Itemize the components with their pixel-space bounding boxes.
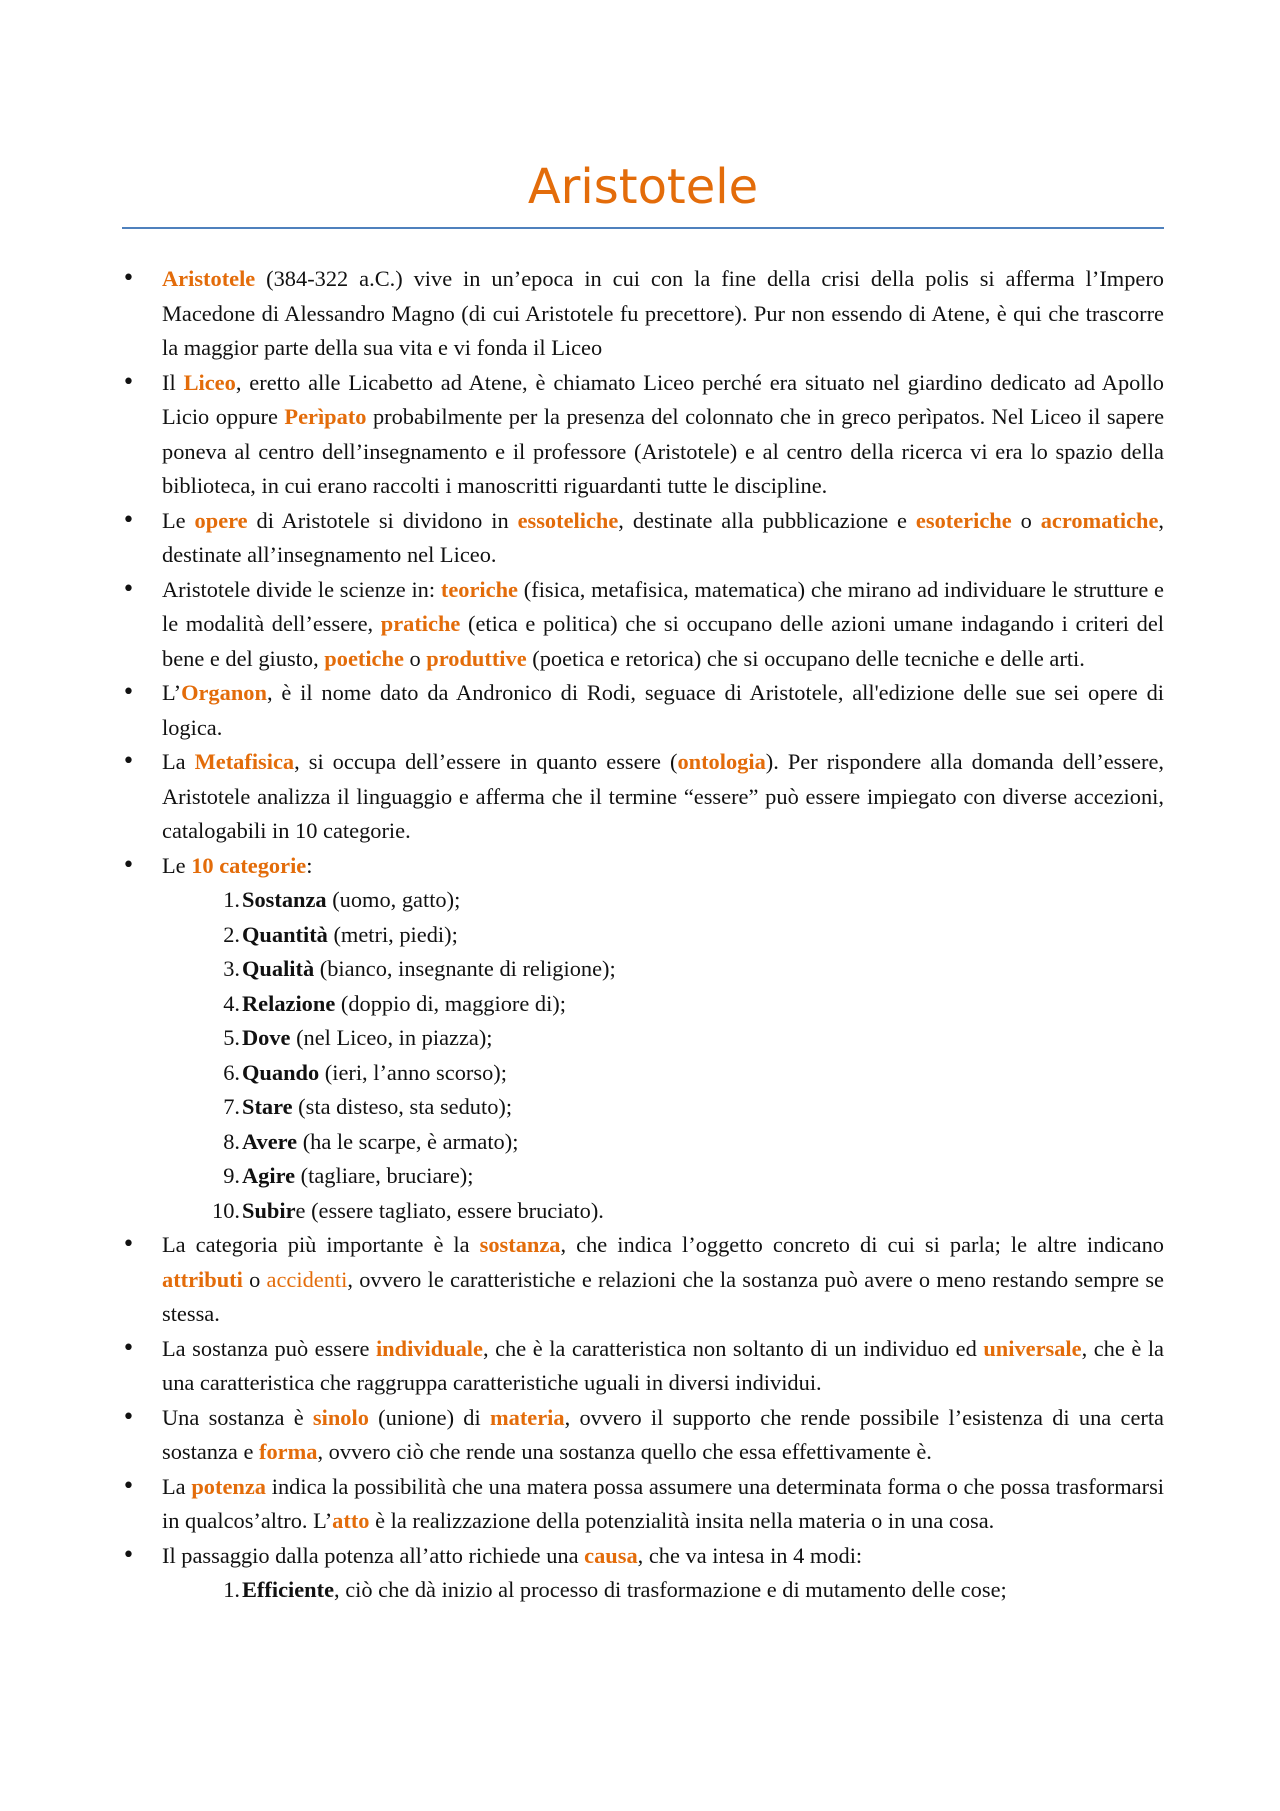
category-term: Quando — [242, 1059, 320, 1085]
highlight-term: esoteriche — [915, 507, 1012, 533]
bullet-text: ). Per rispondere alla domanda dell’essere, Aristotele analizza il linguaggio e afferma che il termine “essere” può essere impiegato con diverse accezioni, catalogabili in 10 categorie. — [162, 749, 1164, 843]
category-term: Quantità — [242, 921, 328, 947]
bullet-text: è la realizzazione della potenzialità insita nella materia o in una cosa. — [369, 1508, 995, 1533]
highlight-term: pratiche — [380, 611, 461, 636]
highlight-term: sostanza — [479, 1232, 561, 1257]
bullet-text: , ovvero ciò che rende una sostanza quello che essa effettivamente è. — [317, 1439, 932, 1464]
highlight-term: 10 categorie — [191, 852, 307, 878]
bullet-text: (unione) di — [368, 1404, 490, 1430]
category-example: (sta disteso, sta seduto); — [292, 1094, 513, 1119]
category-term: Sostanza — [242, 887, 327, 912]
list-number: 1. — [223, 887, 240, 912]
highlight-term: acromatiche — [1040, 507, 1159, 533]
bullet-text: La categoria più importante è la — [162, 1232, 480, 1257]
cause-description: , ciò che dà inizio al processo di trasformazione e di mutamento delle cose; — [334, 1577, 1007, 1602]
list-number: 2. — [223, 921, 240, 947]
category-example: (nel Liceo, in piazza); — [290, 1025, 493, 1050]
bullet-text: , che è la caratteristica non soltanto di un individuo ed — [482, 1335, 984, 1361]
highlight-term: sinolo — [312, 1404, 369, 1430]
list-number: 7. — [223, 1094, 240, 1119]
bullet-text: , che indica l’oggetto concreto di cui si parla; le altre indicano — [560, 1232, 1165, 1257]
document-body — [122, 262, 1164, 1608]
bullet-text: , destinate alla pubblicazione e — [618, 507, 916, 533]
highlight-term: ontologia — [677, 749, 766, 774]
list-item — [162, 918, 1164, 953]
bullet-text: Le — [162, 507, 195, 533]
highlight-term: materia — [489, 1404, 565, 1430]
list-number: 4. — [223, 990, 240, 1016]
bullet-text: Il — [162, 369, 184, 395]
category-term: Avere — [242, 1128, 298, 1154]
categories-list — [162, 883, 1164, 1228]
highlight-term: atto — [332, 1508, 370, 1533]
category-term: Stare — [242, 1094, 293, 1119]
bullet-opere — [122, 504, 1164, 573]
list-item — [162, 1090, 1164, 1125]
list-item — [162, 1056, 1164, 1091]
category-example: (bianco, insegnante di religione); — [314, 956, 616, 981]
bullet-causa — [122, 1539, 1164, 1608]
highlight-term: Perìpato — [284, 404, 367, 429]
list-item — [162, 1194, 1164, 1229]
highlight-term: essoteliche — [517, 507, 619, 533]
bullet-text: (etica e politica) che si occupano delle azioni umane indagando i criteri del bene e del giusto, — [162, 611, 1164, 671]
bullet-sostanza — [122, 1228, 1164, 1332]
list-number: 5. — [223, 1025, 240, 1050]
highlight-term-plain: accidenti — [266, 1266, 348, 1292]
bullet-text: : — [306, 852, 313, 878]
category-term: Agire — [242, 1163, 296, 1188]
bullet-text: , ovvero il supporto che rende possibile l’esistenza di una certa sostanza e — [162, 1404, 1164, 1464]
category-term: Qualità — [242, 956, 315, 981]
list-item — [162, 883, 1164, 918]
bullet-liceo — [122, 366, 1164, 504]
highlight-term: teoriche — [440, 576, 518, 602]
bullet-text: o — [242, 1266, 267, 1292]
bullet-text: , si occupa dell’essere in quanto essere ( — [294, 749, 678, 774]
category-example: e (essere tagliato, essere bruciato). — [295, 1197, 604, 1223]
bullet-scienze — [122, 573, 1164, 677]
bullet-text: di Aristotele si dividono in — [247, 507, 518, 533]
bullet-text: (poetica e retorica) che si occupano delle tecniche e delle arti. — [526, 645, 1085, 671]
bullet-text: (fisica, metafisica, matematica) che mirano ad individuare le strutture e le modalità dell’essere, — [162, 576, 1164, 636]
highlight-term: forma — [259, 1439, 318, 1464]
bullet-aristotele — [122, 262, 1164, 366]
bullet-metafisica — [122, 745, 1164, 849]
bullet-list — [122, 262, 1164, 1608]
bullet-potenza — [122, 1470, 1164, 1539]
bullet-text: probabilmente per la presenza del colonnato che in greco perìpatos. Nel Liceo il sapere poneva al centro dell’insegnamento e il professore (Aristotele) e al centro della ricerca vi era lo spazio della biblioteca, in cui erano raccolti i manoscritti riguardanti tutte le discipline. — [162, 404, 1165, 498]
highlight-term: Metafisica — [194, 749, 295, 774]
bullet-text: , è il nome dato da Andronico di Rodi, seguace di Aristotele, all'edizione delle sue sei opere di logica. — [162, 680, 1164, 740]
list-item — [162, 1021, 1164, 1056]
category-term: Subir — [242, 1197, 296, 1223]
list-number: 9. — [223, 1163, 240, 1188]
list-item — [162, 952, 1164, 987]
list-number: 3. — [223, 956, 240, 981]
highlight-term: Organon — [181, 680, 267, 705]
bullet-text: , eretto alle Licabetto ad Atene, è chiamato Liceo perché era situato nel giardino dedicato ad Apollo Licio oppure — [162, 369, 1164, 429]
category-term: Dove — [242, 1025, 291, 1050]
bullet-text: , destinate all’insegnamento nel Liceo. — [162, 507, 1165, 567]
list-item — [162, 1125, 1164, 1160]
highlight-term: Liceo — [183, 369, 236, 395]
cause-term: Efficiente — [242, 1577, 335, 1602]
bullet-text: o — [1011, 507, 1041, 533]
causes-list — [162, 1573, 1164, 1608]
highlight-term: universale — [983, 1335, 1082, 1361]
bullet-text: L’ — [162, 680, 182, 705]
category-example: (doppio di, maggiore di); — [335, 990, 566, 1016]
highlight-term: Aristotele — [162, 266, 256, 291]
bullet-text: La — [162, 749, 195, 774]
highlight-term: causa — [584, 1542, 638, 1568]
bullet-text: Una sostanza è — [162, 1404, 313, 1430]
list-item — [162, 987, 1164, 1022]
highlight-term: opere — [194, 507, 248, 533]
bullet-text: La sostanza può essere — [162, 1335, 376, 1361]
bullet-sinolo — [122, 1401, 1164, 1470]
title-underline — [122, 227, 1164, 229]
highlight-term: poetiche — [324, 645, 404, 671]
category-example: (uomo, gatto); — [326, 887, 461, 912]
list-number: 1. — [223, 1577, 240, 1602]
bullet-organon — [122, 676, 1164, 745]
highlight-term: attributi — [162, 1266, 243, 1292]
category-example: (metri, piedi); — [327, 921, 458, 947]
bullet-text: , che va intesa in 4 modi: — [637, 1542, 863, 1568]
highlight-term: potenza — [191, 1473, 266, 1499]
list-item — [162, 1573, 1164, 1608]
bullet-categorie — [122, 849, 1164, 1229]
category-example: (tagliare, bruciare); — [295, 1163, 474, 1188]
highlight-term: produttive — [426, 645, 527, 671]
list-item — [162, 1159, 1164, 1194]
bullet-text: (384-322 a.C.) vive in un’epoca in cui con la fine della crisi della polis si afferma l’Impero Macedone di Alessandro Magno (di cui Aristotele fu precettore). Pur non essendo di Atene, è qui che trascorre la maggior parte della sua vita e vi fonda il Liceo — [162, 266, 1164, 360]
bullet-text: Le — [162, 852, 192, 878]
bullet-text: La — [162, 1473, 192, 1499]
bullet-text: indica la possibilità che una matera possa assumere una determinata forma o che possa trasformarsi in qualcos’altro. L’ — [162, 1473, 1164, 1533]
bullet-text: o — [403, 645, 427, 671]
category-term: Relazione — [242, 990, 336, 1016]
highlight-term: individuale — [375, 1335, 483, 1361]
category-example: (ieri, l’anno scorso); — [319, 1059, 507, 1085]
bullet-text: Aristotele divide le scienze in: — [162, 576, 441, 602]
bullet-individuale — [122, 1332, 1164, 1401]
bullet-text: Il passaggio dalla potenza all’atto richiede una — [162, 1542, 585, 1568]
bullet-text: , che è la una caratteristica che raggruppa caratteristiche uguali in diversi individui. — [162, 1335, 1164, 1395]
list-number: 6. — [223, 1059, 240, 1085]
list-number: 8. — [223, 1128, 240, 1154]
category-example: (ha le scarpe, è armato); — [297, 1128, 519, 1154]
page-title: Aristotele — [527, 159, 759, 215]
bullet-text: , ovvero le caratteristiche e relazioni che la sostanza può avere o meno restando sempre se stessa. — [162, 1266, 1164, 1326]
list-number: 10. — [212, 1197, 240, 1223]
